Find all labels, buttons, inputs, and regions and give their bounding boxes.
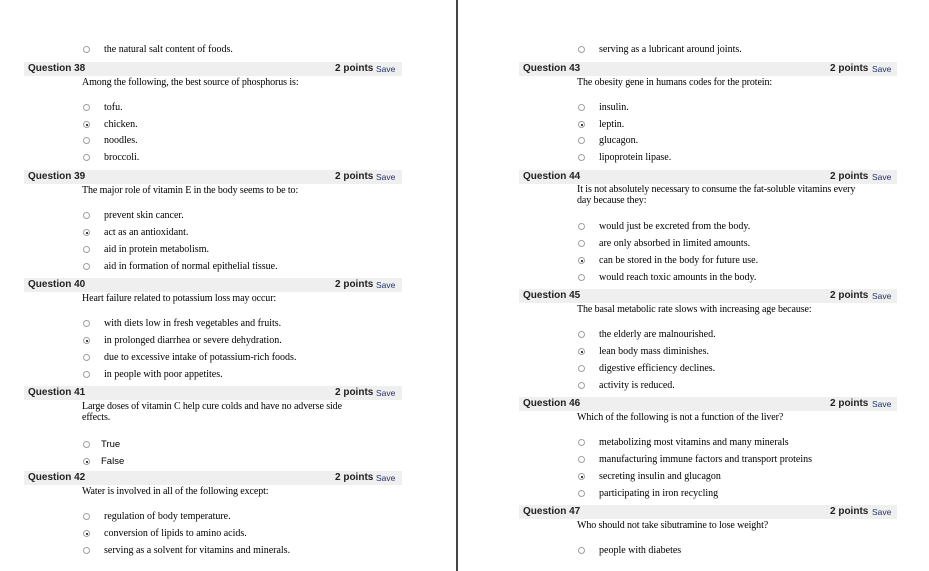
option-label: conversion of lipids to amino acids.	[104, 528, 247, 539]
radio-button[interactable]	[83, 320, 90, 327]
option-label: in prolonged diarrhea or severe dehydration.	[104, 335, 282, 346]
option-label: the elderly are malnourished.	[599, 329, 716, 340]
radio-button[interactable]	[83, 371, 90, 378]
option-label: tofu.	[104, 102, 123, 113]
radio-button[interactable]	[578, 382, 585, 389]
option-label: act as an antioxidant.	[104, 227, 189, 238]
question-points: 2 points	[335, 279, 374, 290]
question-40-header	[24, 278, 402, 292]
save-button[interactable]: Save	[872, 172, 892, 182]
question-44-header	[519, 170, 897, 184]
radio-button[interactable]	[83, 513, 90, 520]
question-number: Question 45	[523, 290, 581, 301]
radio-button[interactable]	[83, 154, 90, 161]
option-label: insulin.	[599, 102, 629, 113]
radio-button[interactable]	[83, 212, 90, 219]
save-button[interactable]: Save	[872, 64, 892, 74]
question-number: Question 41	[28, 387, 86, 398]
question-points: 2 points	[335, 387, 374, 398]
option-label: regulation of body temperature.	[104, 511, 231, 522]
question-41-text: Large doses of vitamin C help cure colds and have no adverse side effects.	[82, 401, 342, 423]
option-label: due to excessive intake of potassium-rich foods.	[104, 352, 297, 363]
option-label: secreting insulin and glucagon	[599, 471, 721, 482]
question-47-header	[519, 505, 897, 519]
option-label: leptin.	[599, 119, 625, 130]
question-43-text: The obesity gene in humans codes for the protein:	[577, 77, 773, 88]
option-label: people with diabetes	[599, 545, 682, 556]
question-points: 2 points	[335, 171, 374, 182]
question-46-text: Which of the following is not a function of the liver?	[577, 412, 784, 423]
radio-button-selected[interactable]	[83, 530, 90, 537]
option-label: aid in protein metabolism.	[104, 244, 209, 255]
question-40-text: Heart failure related to potassium loss may occur:	[82, 293, 277, 304]
option-label: serving as a solvent for vitamins and minerals.	[104, 545, 291, 556]
question-42-header	[24, 471, 402, 485]
radio-button[interactable]	[578, 137, 585, 144]
column-divider	[456, 0, 458, 571]
radio-button[interactable]	[83, 246, 90, 253]
question-number: Question 40	[28, 279, 86, 290]
question-41-header	[24, 386, 402, 400]
radio-button-selected[interactable]	[578, 121, 585, 128]
radio-button-selected[interactable]	[83, 229, 90, 236]
option-label: digestive efficiency declines.	[599, 363, 716, 374]
question-39-text: The major role of vitamin E in the body seems to be to:	[82, 185, 299, 196]
question-38-header	[24, 62, 402, 76]
option-label: False	[101, 456, 125, 467]
radio-button-selected[interactable]	[578, 257, 585, 264]
save-button[interactable]: Save	[376, 473, 396, 483]
radio-button[interactable]	[83, 46, 90, 53]
option-label: prevent skin cancer.	[104, 210, 184, 221]
question-number: Question 46	[523, 398, 581, 409]
option-label: broccoli.	[104, 152, 140, 163]
question-points: 2 points	[830, 63, 869, 74]
option-label: in people with poor appetites.	[104, 369, 223, 380]
radio-button[interactable]	[83, 354, 90, 361]
radio-button[interactable]	[578, 331, 585, 338]
radio-button[interactable]	[578, 456, 585, 463]
radio-button[interactable]	[578, 490, 585, 497]
question-points: 2 points	[830, 171, 869, 182]
radio-button[interactable]	[578, 274, 585, 281]
question-number: Question 39	[28, 171, 86, 182]
radio-button-selected[interactable]	[578, 348, 585, 355]
question-47-text: Who should not take sibutramine to lose weight?	[577, 520, 769, 531]
option-label: glucagon.	[599, 135, 639, 146]
radio-button[interactable]	[83, 441, 90, 448]
question-44-text: It is not absolutely necessary to consume the fat-soluble vitamins every day because they:	[577, 184, 856, 206]
question-number: Question 42	[28, 472, 86, 483]
option-label: activity is reduced.	[599, 380, 675, 391]
right-column	[460, 0, 929, 571]
option-label: can be stored in the body for future use.	[599, 255, 759, 266]
radio-button[interactable]	[578, 223, 585, 230]
radio-button[interactable]	[578, 240, 585, 247]
option-label: metabolizing most vitamins and many minerals	[599, 437, 789, 448]
question-number: Question 38	[28, 63, 86, 74]
radio-button-selected[interactable]	[578, 473, 585, 480]
question-43-header	[519, 62, 897, 76]
option-label: chicken.	[104, 119, 138, 130]
radio-button[interactable]	[578, 547, 585, 554]
option-label: lipoprotein lipase.	[599, 152, 672, 163]
question-45-text: The basal metabolic rate slows with increasing age because:	[577, 304, 812, 315]
option-label: aid in formation of normal epithelial tissue.	[104, 261, 278, 272]
option-label: True	[101, 439, 121, 450]
question-46-header	[519, 397, 897, 411]
option-label: noodles.	[104, 135, 138, 146]
left-column	[0, 0, 456, 571]
radio-button-selected[interactable]	[83, 458, 90, 465]
radio-button[interactable]	[578, 365, 585, 372]
question-points: 2 points	[830, 290, 869, 301]
option-label: with diets low in fresh vegetables and fruits.	[104, 318, 282, 329]
save-button[interactable]: Save	[376, 172, 396, 182]
radio-button[interactable]	[578, 439, 585, 446]
radio-button[interactable]	[578, 46, 585, 53]
radio-button[interactable]	[578, 154, 585, 161]
question-42-text: Water is involved in all of the following except:	[82, 486, 269, 497]
save-button[interactable]: Save	[872, 507, 892, 517]
save-button[interactable]: Save	[872, 399, 892, 409]
option-label: lean body mass diminishes.	[599, 346, 709, 357]
question-number: Question 44	[523, 171, 581, 182]
option-label: serving as a lubricant around joints.	[599, 44, 742, 55]
question-points: 2 points	[335, 472, 374, 483]
question-number: Question 47	[523, 506, 581, 517]
save-button[interactable]: Save	[376, 388, 396, 398]
radio-button[interactable]	[83, 104, 90, 111]
save-button[interactable]: Save	[872, 291, 892, 301]
option-label: would reach toxic amounts in the body.	[599, 272, 757, 283]
question-45-header	[519, 289, 897, 303]
question-points: 2 points	[830, 398, 869, 409]
save-button[interactable]: Save	[376, 280, 396, 290]
question-points: 2 points	[335, 63, 374, 74]
option-label: would just be excreted from the body.	[599, 221, 751, 232]
option-label: participating in iron recycling	[599, 488, 719, 499]
question-38-text: Among the following, the best source of phosphorus is:	[82, 77, 299, 88]
radio-button[interactable]	[83, 547, 90, 554]
radio-button-selected[interactable]	[83, 121, 90, 128]
radio-button[interactable]	[83, 137, 90, 144]
radio-button[interactable]	[578, 104, 585, 111]
option-label: manufacturing immune factors and transport proteins	[599, 454, 812, 465]
radio-button-selected[interactable]	[83, 337, 90, 344]
question-points: 2 points	[830, 506, 869, 517]
radio-button[interactable]	[83, 263, 90, 270]
question-number: Question 43	[523, 63, 581, 74]
question-39-header	[24, 170, 402, 184]
option-label: are only absorbed in limited amounts.	[599, 238, 751, 249]
option-label: the natural salt content of foods.	[104, 44, 233, 55]
save-button[interactable]: Save	[376, 64, 396, 74]
